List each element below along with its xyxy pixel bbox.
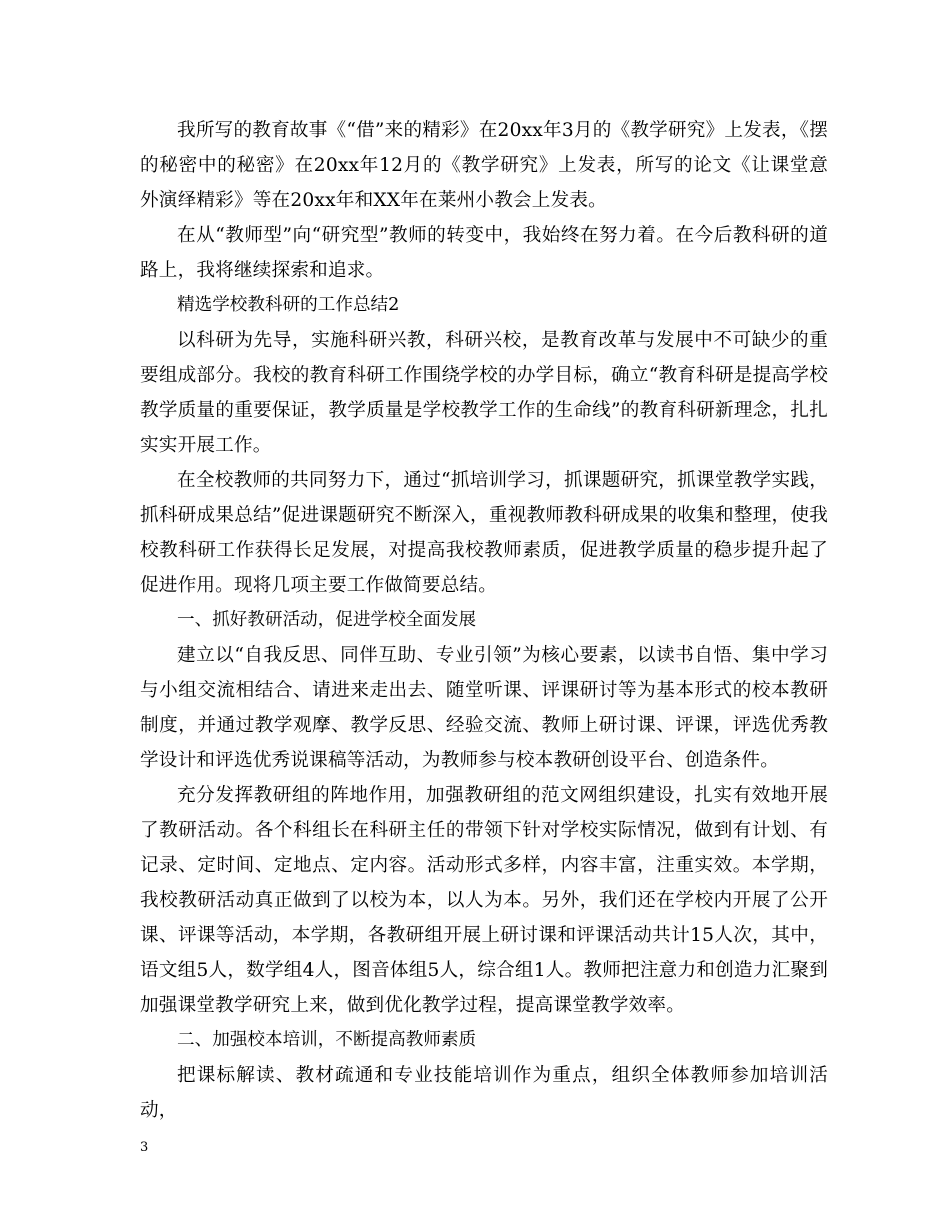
heading-teaching-research: 一、抓好教研活动，促进学校全面发展 xyxy=(177,610,477,630)
paragraph-1: 我所写的教育故事《“借”来的精彩》在20xx年3月的《教学研究》上发表，《摆的秘密中的秘密》在20xx年12月的《教学研究》上发表，所写的论文《让课堂意外演绎精彩》等在20xx年和XX年在莱州小教会上发表。 xyxy=(140,120,828,211)
paragraph-4: 在全校教师的共同努力下，通过“抓培训学习，抓课题研究，抓课堂教学实践，抓科研成果总结”促进课题研究不断深入，重视教师教科研成果的收集和整理，使我校教科研工作获得长足发展，对提高我校教师素质，促进教学质量的稳步提升起了促进作用。现将几项主要工作做简要总结。 xyxy=(140,470,828,596)
paragraph-7: 把课标解读、教材疏通和专业技能培训作为重点，组织全体教师参加培训活动， xyxy=(140,1065,828,1121)
paragraph-3: 以科研为先导，实施科研兴教，科研兴校，是教育改革与发展中不可缺少的重要组成部分。我校的教育科研工作围绕学校的办学目标，确立“教育科研是提高学校教学质量的重要保证，教学质量是学校教学工作的生命线”的教育科研新理念，扎扎实实开展工作。 xyxy=(140,330,828,456)
paragraph-2: 在从“教师型”向“研究型”教师的转变中，我始终在努力着。在今后教科研的道路上，我将继续探索和追求。 xyxy=(140,225,828,281)
paragraph-6: 充分发挥教研组的阵地作用，加强教研组的范文网组织建设，扎实有效地开展了教研活动。各个科组长在科研主任的带领下针对学校实际情况，做到有计划、有记录、定时间、定地点、定内容。活动形式多样，内容丰富，注重实效。本学期，我校教研活动真正做到了以校为本，以人为本。另外，我们还在学校内开展了公开课、评课等活动，本学期，各教研组开展上研讨课和评课活动共计15人次，其中，语文组5人，数学组4人，图音体组5人，综合组1人。教师把注意力和创造力汇聚到加强课堂教学研究上来，做到优化教学过程，提高课堂教学效率。 xyxy=(140,785,828,1016)
section-title-summary-2: 精选学校教科研的工作总结2 xyxy=(177,295,400,315)
document-body xyxy=(140,113,828,1128)
page-number: 3 xyxy=(140,1140,149,1155)
heading-school-training: 二、加强校本培训，不断提高教师素质 xyxy=(177,1030,477,1050)
paragraph-5: 建立以“自我反思、同伴互助、专业引领”为核心要素，以读书自悟、集中学习与小组交流相结合、请进来走出去、随堂听课、评课研讨等为基本形式的校本教研制度，并通过教学观摩、教学反思、经验交流、教师上研讨课、评课，评选优秀教学设计和评选优秀说课稿等活动，为教师参与校本教研创设平台、创造条件。 xyxy=(140,645,828,771)
